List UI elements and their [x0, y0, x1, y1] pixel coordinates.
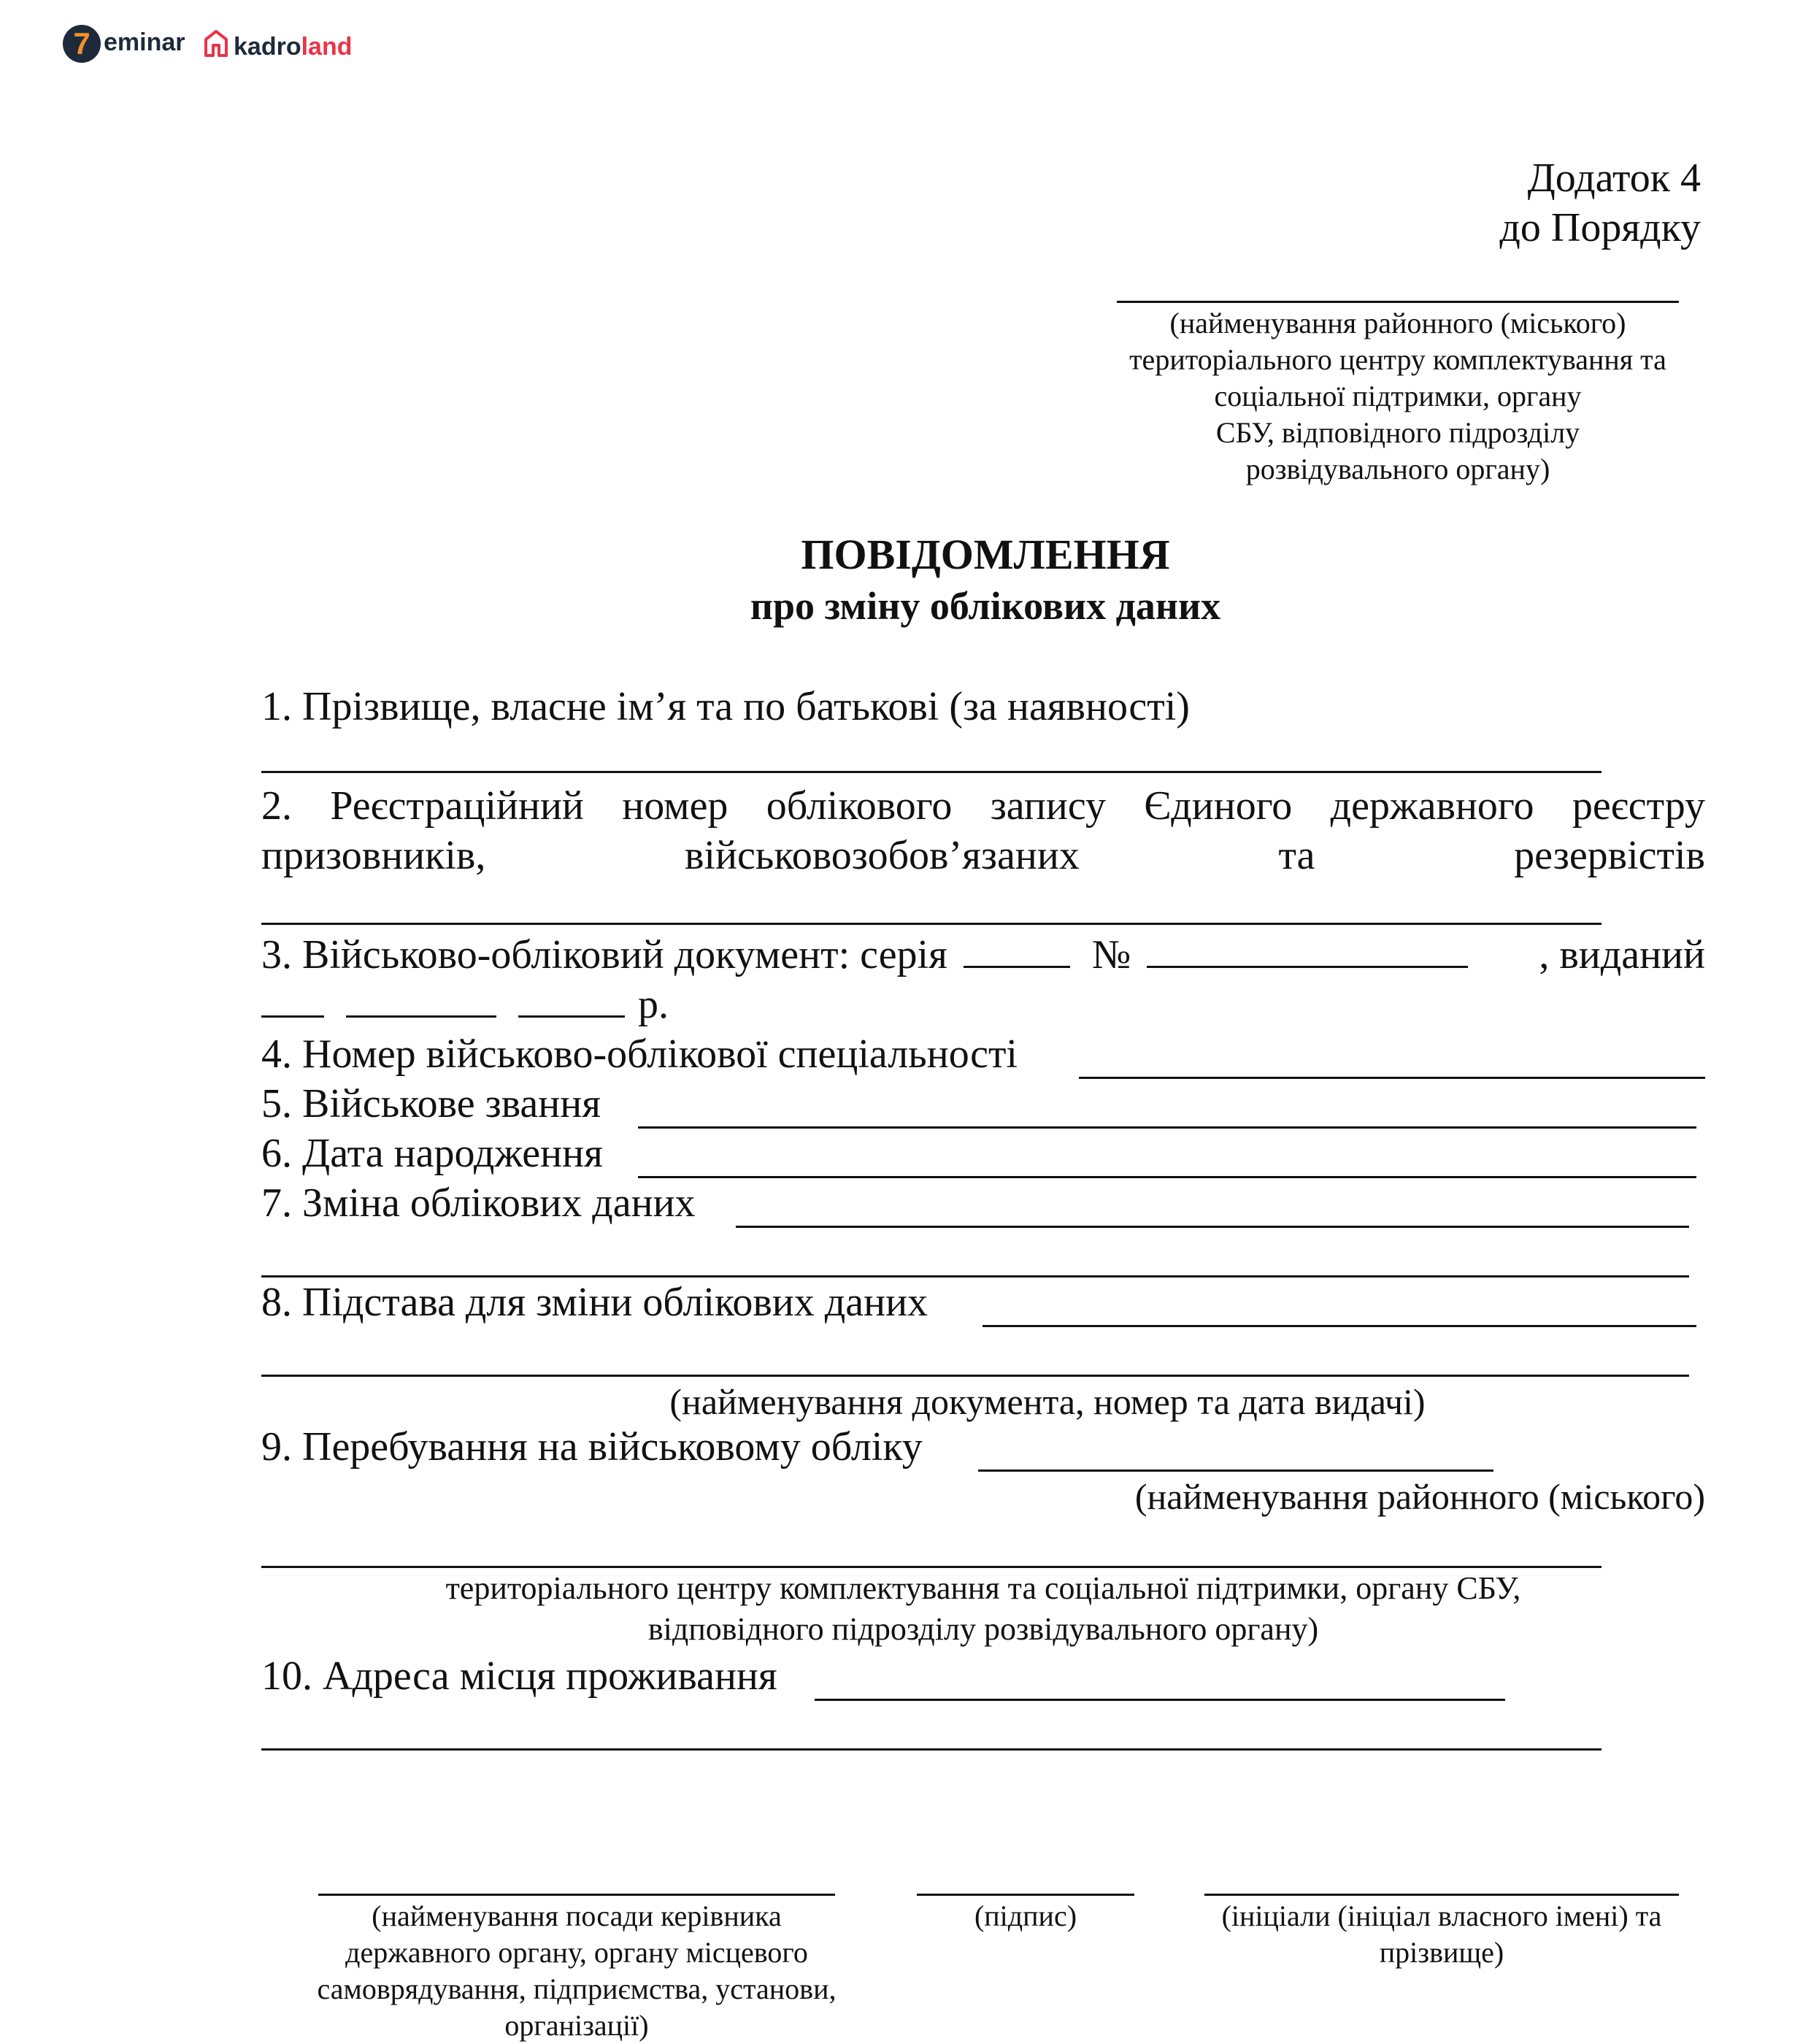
field-2-label-line2 [261, 831, 1705, 880]
field-5-line[interactable] [638, 1126, 1696, 1129]
position-line[interactable] [318, 1894, 835, 1896]
kadroland-logo-part-a: kadro [234, 33, 301, 61]
kadroland-logo-text [234, 31, 353, 63]
name-caption-line: (ініціали (ініціал власного імені) та [1221, 1899, 1662, 1932]
field-6-label: 6. Дата народження [261, 1131, 603, 1176]
field-3-month-blank[interactable] [346, 980, 496, 1018]
addressee-caption-line: територіального центру комплектування та [1129, 343, 1666, 376]
signature-caption: (підпис) [974, 1899, 1077, 1932]
field-3-label: 3. Військово-обліковий документ: серія [261, 932, 947, 977]
field-4-line[interactable] [1079, 1077, 1705, 1079]
field-9-caption-3: відповідного підрозділу розвідувального органу) [647, 1611, 1319, 1647]
seminar-logo-icon: 7 [63, 25, 101, 63]
name-line[interactable] [1204, 1894, 1679, 1896]
appendix-ref: до Порядку [1499, 205, 1701, 250]
field-3-series-blank[interactable] [964, 931, 1070, 968]
field-9-caption-1: (найменування районного (міського) [1134, 1476, 1705, 1517]
field-3-year-blank[interactable] [518, 980, 625, 1018]
field-2-word: та [1278, 833, 1315, 878]
field-3-day-blank[interactable] [261, 980, 324, 1018]
signature-line[interactable] [917, 1894, 1134, 1896]
field-10-line[interactable] [815, 1699, 1505, 1701]
field-2-line[interactable] [261, 923, 1602, 925]
name-caption [1183, 1898, 1701, 1971]
field-3-number-blank[interactable] [1147, 931, 1468, 968]
field-10-line-2[interactable] [261, 1748, 1602, 1751]
addressee-caption-line: соціальної підтримки, органу [1214, 380, 1582, 412]
seminar-logo-text: eminar [104, 28, 185, 56]
field-3-year-suffix: р. [638, 982, 669, 1027]
field-5-label: 5. Військове звання [261, 1081, 601, 1126]
field-10-label: 10. Адреса місця проживання [261, 1653, 777, 1699]
field-1-label: 1. Прізвище, власне ім’я та по батькові (за наявності) [261, 684, 1190, 729]
field-8-caption: (найменування документа, номер та дата видачі) [669, 1381, 1426, 1422]
field-3-number-sign: № [1091, 932, 1131, 977]
field-3-issued: , виданий [1539, 932, 1705, 977]
appendix-number: Додаток 4 [1527, 155, 1701, 201]
name-caption-line: прізвище) [1379, 1936, 1504, 1969]
field-9-caption-2: територіального центру комплектування та соціальної підтримки, органу СБУ, [445, 1570, 1521, 1606]
kadroland-logo-part-b: land [301, 33, 353, 61]
position-caption-line: державного органу, органу місцевого [345, 1936, 808, 1969]
field-1-line[interactable] [261, 771, 1602, 773]
field-8-line[interactable] [983, 1325, 1696, 1327]
field-8-label: 8. Підстава для зміни облікових даних [261, 1280, 928, 1325]
field-2-label: 2. Реєстраційний номер облікового запису Єдиного державного реєстру [261, 783, 1705, 829]
field-7-label: 7. Зміна облікових даних [261, 1180, 696, 1226]
document-title: ПОВІДОМЛЕННЯ [801, 531, 1170, 578]
addressee-caption-line: розвідувального органу) [1245, 453, 1550, 485]
field-6-line[interactable] [638, 1176, 1696, 1178]
field-3-date-row [261, 980, 669, 1029]
addressee-caption-line: (найменування районного (міського) [1169, 307, 1626, 339]
house-icon [203, 29, 229, 57]
position-caption [282, 1898, 872, 2044]
addressee-line [1117, 301, 1679, 303]
field-3-row [261, 930, 1705, 980]
field-7-line[interactable] [736, 1226, 1689, 1228]
field-2-word: військовозобов’язаних [684, 833, 1080, 878]
field-2-word: призовників, [261, 833, 486, 878]
position-caption-line: організації) [504, 2009, 649, 2042]
field-2-word: резервістів [1514, 833, 1705, 878]
addressee-caption [1066, 305, 1730, 488]
field-4-label: 4. Номер військово-облікової спеціальності [261, 1031, 1018, 1077]
field-9-label: 9. Перебування на військовому обліку [261, 1424, 923, 1469]
position-caption-line: (найменування посади керівника [372, 1899, 782, 1932]
document-subtitle: про зміну облікових даних [750, 584, 1221, 628]
addressee-caption-line: СБУ, відповідного підрозділу [1215, 416, 1580, 449]
position-caption-line: самоврядування, підприємства, установи, [317, 1972, 837, 2005]
